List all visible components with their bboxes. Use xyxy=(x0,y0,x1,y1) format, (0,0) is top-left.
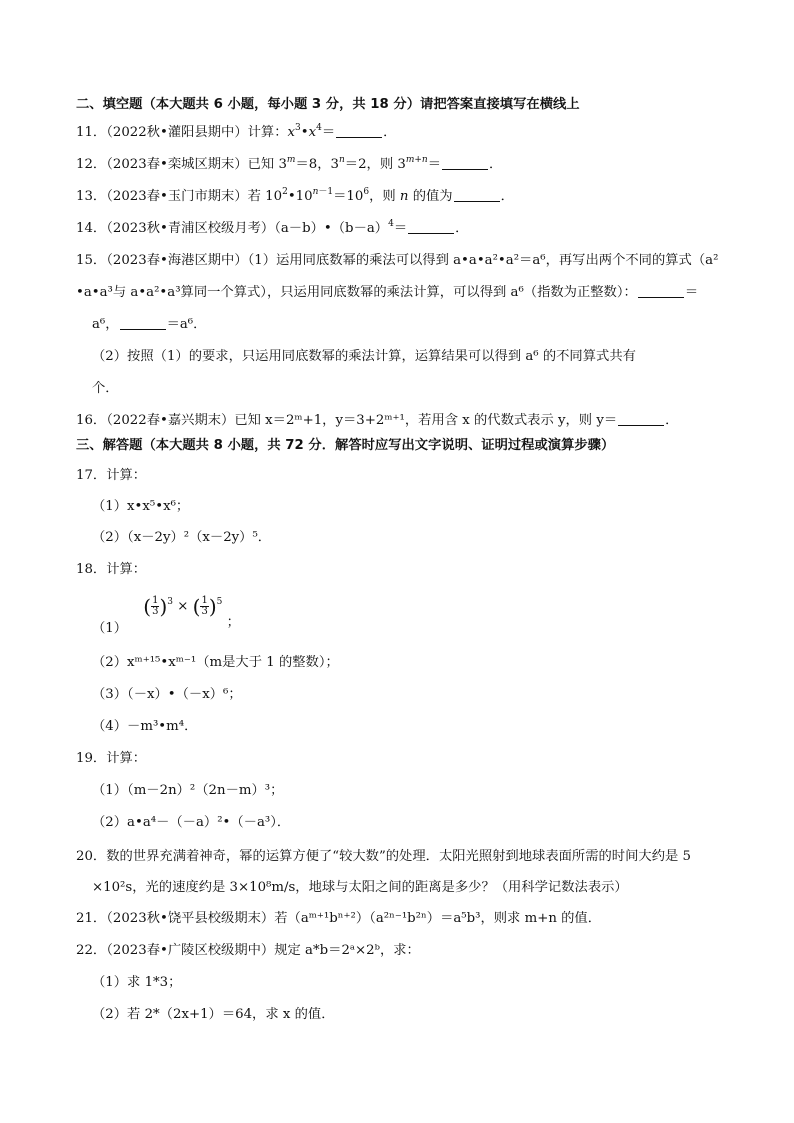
question-source: （2023秋•青浦区校级月考） xyxy=(106,221,275,236)
question-15-part-2: （2）按照（1）的要求，只运用同底数幂的乘法计算，运算结果可以得到 a⁶ 的不同算式共有 xyxy=(92,349,636,364)
question-17 xyxy=(76,466,726,486)
question-18-part-1: （1） ( $\frac{1}{3}$ )$^3$ × ( $\frac{1}{3}$ )$^5$ ； xyxy=(92,594,240,636)
question-text: 计算： xyxy=(106,751,147,766)
question-18-part-4: （4）－m³•m⁴． xyxy=(92,719,198,734)
question-19 xyxy=(76,749,726,769)
question-source: （2023春•玉门市期末） xyxy=(106,189,248,204)
question-text: 计算： xyxy=(106,468,147,483)
answer-blank[interactable] xyxy=(336,125,382,138)
question-22-part-1: （1）求 1*3； xyxy=(92,975,182,990)
question-12: 12．（2023春•栾城区期末）已知 $3^m=8$，$3^n=2$，则 $3^{m+n}=$ ． xyxy=(76,155,503,172)
answer-blank[interactable] xyxy=(638,285,684,298)
question-number: 20． xyxy=(76,849,107,864)
question-source: （2023春•海港区期中） xyxy=(106,253,248,268)
question-number: 21． xyxy=(76,911,107,926)
question-number: 12． xyxy=(76,157,107,172)
question-number: 14． xyxy=(76,221,107,236)
question-18-part-2: （2）xᵐ⁺¹⁵•xᵐ⁻¹（m是大于 1 的整数）； xyxy=(92,655,339,670)
question-number: 16． xyxy=(76,413,107,428)
question-13: 13．（2023春•玉门市期末）若 $10^2•10^{n-1}=10^6$，则 n 的值为 ． xyxy=(76,187,514,204)
answer-blank[interactable] xyxy=(454,189,500,202)
question-15-part-2-cont: 个． xyxy=(92,381,119,396)
question-number: 13． xyxy=(76,189,107,204)
question-text: 计算： xyxy=(106,562,147,577)
question-21: 21．（2023秋•饶平县校级期末）若（aᵐ⁺¹bⁿ⁺²）（a²ⁿ⁻¹b²ⁿ）＝a⁵b³，则求 m+n 的值． xyxy=(76,911,602,926)
question-20-line-1: 20．数的世界充满着神奇，幂的运算方便了“较大数”的处理．太阳光照射到地球表面所需的时间大约是 5 xyxy=(76,849,691,864)
question-number: 18． xyxy=(76,562,107,577)
question-number: 17． xyxy=(76,468,107,483)
question-22-part-2: （2）若 2*（2x+1）＝64，求 x 的值． xyxy=(92,1007,335,1022)
question-text: 计算： xyxy=(247,125,288,140)
question-17-part-2: （2）（x－2y）²（x－2y）⁵． xyxy=(92,530,272,545)
question-number: 15． xyxy=(76,253,107,268)
question-18-part-3: （3）（－x）•（－x）⁶； xyxy=(92,687,242,702)
question-15-line-1: 15．（2023春•海港区期中）（1）运用同底数幂的乘法可以得到 a•a•a²•a²＝a⁶，再写出两个不同的算式（a² xyxy=(76,253,719,268)
question-number: 19． xyxy=(76,751,107,766)
question-number: 22． xyxy=(76,943,107,958)
question-source: （2022春•嘉兴期末） xyxy=(106,413,235,428)
question-19-part-2: （2）a•a⁴－（－a）²•（－a³）． xyxy=(92,815,291,830)
question-source: （2023秋•饶平县校级期末） xyxy=(106,911,275,926)
answer-blank[interactable] xyxy=(618,413,664,426)
question-17-part-1: （1）x•x⁵•x⁶； xyxy=(92,499,190,514)
question-15-line-3: a⁶， ＝a⁶． xyxy=(92,317,207,332)
question-16: 16．（2022春•嘉兴期末）已知 x＝2ᵐ+1，y＝3+2ᵐ⁺¹，若用含 x 的代数式表示 y，则 y＝ ． xyxy=(76,413,679,428)
question-14: 14．（2023秋•青浦区校级月考）$(a-b)•(b-a)^4=$ ． xyxy=(76,219,469,236)
question-18 xyxy=(76,560,726,580)
question-source: （2023春•栾城区期末） xyxy=(106,157,248,172)
section-3-heading: 三、解答题（本大题共 8 小题，共 72 分．解答时应写出文字说明、证明过程或演算步骤） xyxy=(76,438,615,453)
question-20-line-2: ×10²s，光的速度约是 3×10⁸m/s，地球与太阳之间的距离是多少？（用科学记数法表示） xyxy=(92,880,628,895)
question-source: （2022秋•灌阳县期中） xyxy=(106,125,248,140)
question-source: （2023春•广陵区校级期中） xyxy=(106,943,275,958)
answer-blank[interactable] xyxy=(408,221,454,234)
question-19-part-1: （1）（m－2n）²（2n－m）³； xyxy=(92,783,284,798)
section-2-heading: 二、填空题（本大题共 6 小题，每小题 3 分，共 18 分）请把答案直接填写在横线上 xyxy=(76,97,580,112)
question-number: 11． xyxy=(76,125,107,140)
question-22: 22．（2023春•广陵区校级期中）规定 a*b＝2ᵃ×2ᵇ，求： xyxy=(76,943,420,958)
fraction-expression: ( $\frac{1}{3}$ )$^3$ × ( $\frac{1}{3}$ )$^5$ xyxy=(143,594,223,619)
question-15-line-2: •a•a³与 a•a²•a³算同一个算式），只运用同底数幂的乘法计算，可以得到 a⁶（指数为正整数）： ＝ xyxy=(76,285,699,300)
answer-blank[interactable] xyxy=(120,317,166,330)
answer-blank[interactable] xyxy=(442,157,488,170)
question-11: 11．（2022秋•灌阳县期中）计算：$x^3•x^4=$ ． xyxy=(76,123,397,140)
